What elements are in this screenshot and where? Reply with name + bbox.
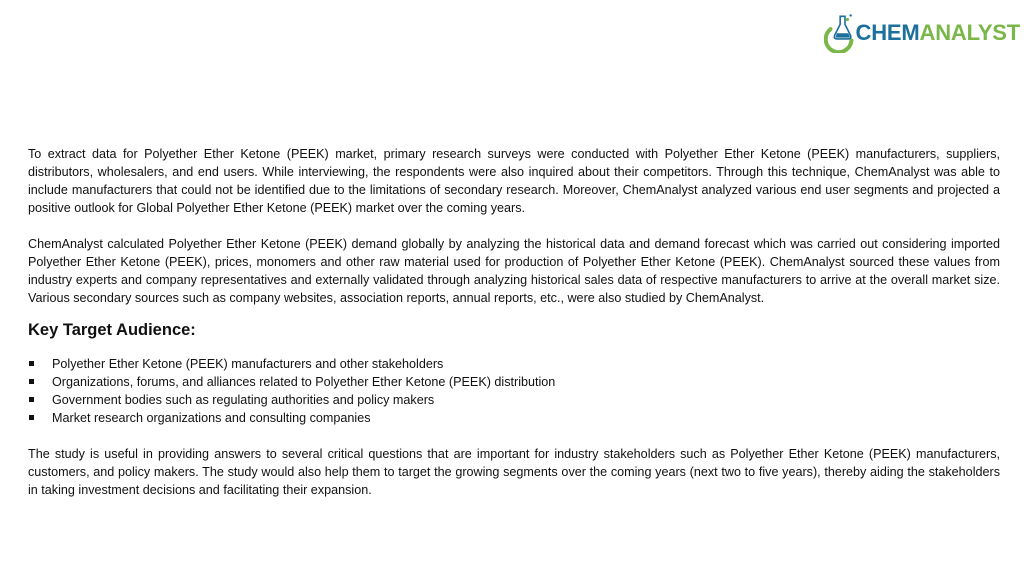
list-item-text: Government bodies such as regulating authorities and policy makers — [52, 393, 435, 407]
paragraph-study-usefulness: The study is useful in providing answers to several critical questions that are important for industry stakeholders such as Polyether Ether Ketone (PEEK) manufacturers, customers, and policy makers. The study would also help them to target the growing segments over the coming years (next two to five years), thereby aiding the stakeholders in taking investment decisions and facilitating their expansion. — [28, 447, 1000, 497]
logo-text-chem: CHEM — [855, 20, 920, 45]
section-heading: Key Target Audience: — [28, 321, 196, 339]
logo-text-analyst: ANALYST — [919, 20, 1020, 45]
audience-list — [28, 355, 1000, 427]
list-item-text: Market research organizations and consulting companies — [52, 411, 371, 425]
logo-wordmark — [856, 22, 1020, 44]
list-item — [28, 355, 1000, 373]
list-item — [28, 373, 1000, 391]
list-item-text: Polyether Ether Ketone (PEEK) manufacturers and other stakeholders — [52, 357, 444, 371]
paragraph-research-method: To extract data for Polyether Ether Ketone (PEEK) market, primary research surveys were conducted with Polyether Ether Ketone (PEEK) manufacturers, suppliers, distributors, wholesalers, and end users. While interviewing, the respondents were also inquired about their competitors. Through this technique, ChemAnalyst was able to include manufacturers that could not be identified due to the limitations of secondary research. Moreover, ChemAnalyst analyzed various end user segments and projected a positive outlook for Global Polyether Ether Ketone (PEEK) market over the coming years. — [28, 147, 1000, 215]
bullet-square-icon — [29, 397, 34, 402]
list-item-text: Organizations, forums, and alliances related to Polyether Ether Ketone (PEEK) distribution — [52, 375, 556, 389]
document-body — [28, 145, 1000, 499]
bullet-square-icon — [29, 379, 34, 384]
bullet-square-icon — [29, 361, 34, 366]
flask-icon — [824, 7, 860, 53]
list-item — [28, 391, 1000, 409]
list-item — [28, 409, 1000, 427]
bullet-square-icon — [29, 415, 34, 420]
paragraph-demand-calculation: ChemAnalyst calculated Polyether Ether Ketone (PEEK) demand globally by analyzing the historical data and demand forecast which was carried out considering imported Polyether Ether Ketone (PEEK), prices, monomers and other raw material used for production of Polyether Ether Ketone (PEEK). ChemAnalyst sourced these values from industry experts and company representatives and externally validated through analyzing historical sales data of respective manufacturers to arrive at the overall market size. Various secondary sources such as company websites, association reports, annual reports, etc., were also studied by ChemAnalyst. — [28, 237, 1000, 305]
chemanalyst-logo — [824, 6, 1020, 54]
